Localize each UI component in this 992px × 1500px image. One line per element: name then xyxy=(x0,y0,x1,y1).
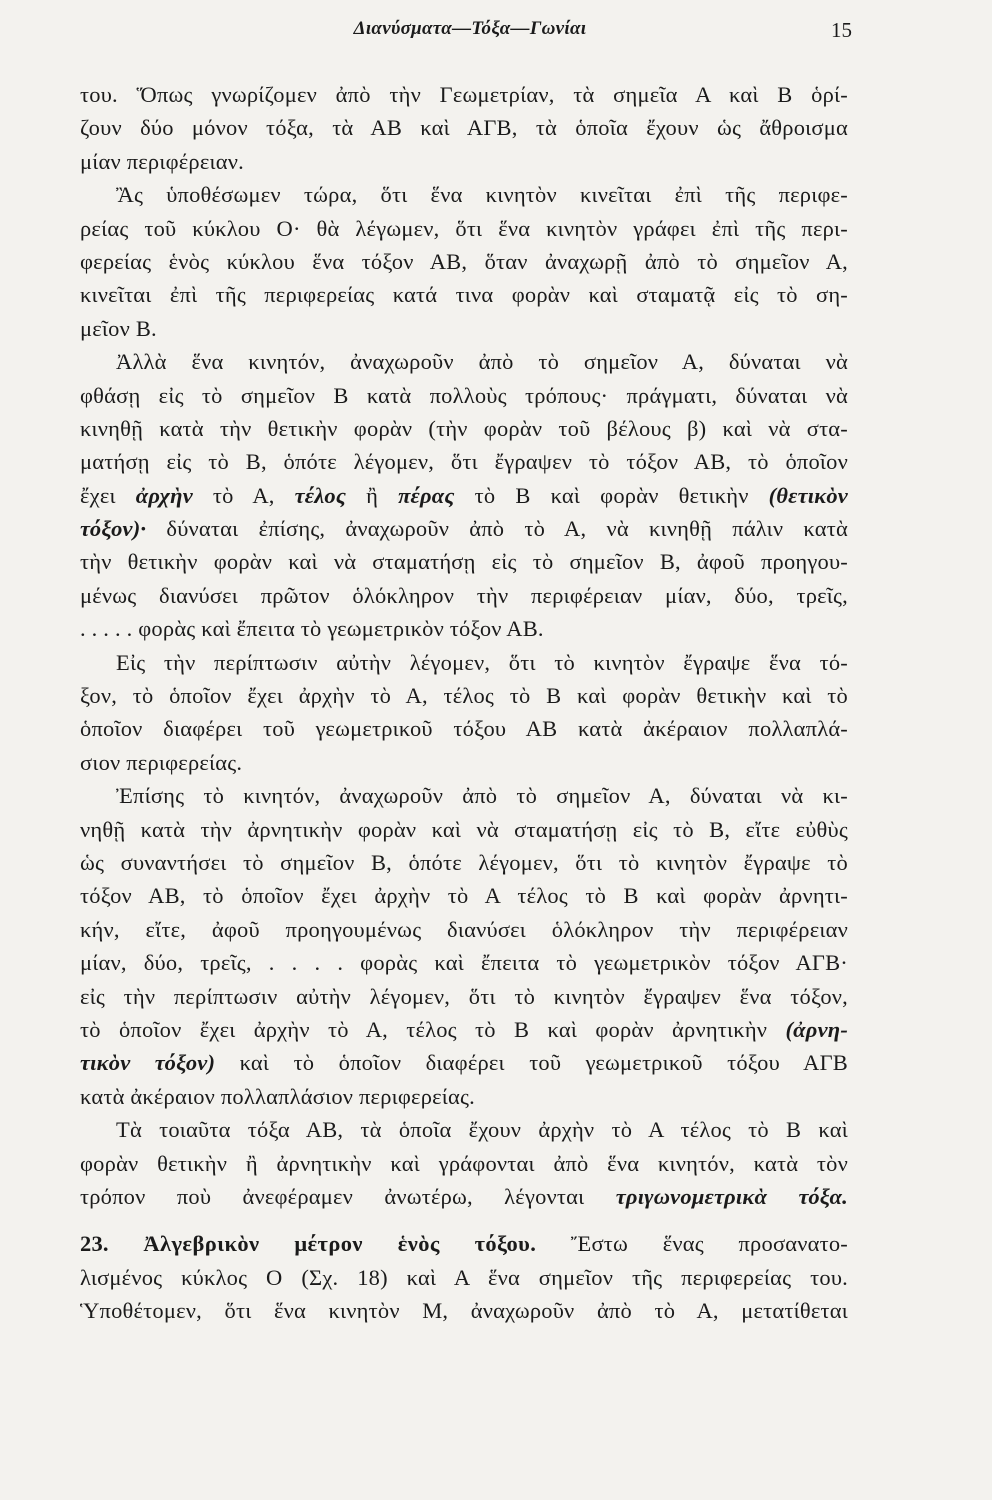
text-line: σιον περιφερείας. xyxy=(80,749,243,775)
text-line: μίαν περιφέρειαν. xyxy=(80,148,244,174)
text-line: κήν, εἴτε, ἀφοῦ προηγουμένως διανύσει ὁλόκληρον τὴν περιφέρειαν xyxy=(80,916,848,942)
text-line: ρείας τοῦ κύκλου Ο· θὰ λέγωμεν, ὅτι ἕνα κινητὸν γράφει ἐπὶ τῆς περι- xyxy=(80,215,848,241)
running-title: Διανύσματα—Τόξα—Γωνίαι xyxy=(353,18,587,39)
emphasized-term: τριγωνομετρικὰ τόξα. xyxy=(615,1183,848,1209)
text-line xyxy=(80,1013,848,1046)
text-line: του. Ὅπως γνωρίζομεν ἀπὸ τὴν Γεωμετρίαν, τὰ σημεῖα Α καὶ Β ὁρί- xyxy=(80,82,848,107)
paragraph xyxy=(80,779,848,1113)
text-line: Εἰς τὴν περίπτωσιν αὐτὴν λέγομεν, ὅτι τὸ κινητὸν ἔγραψε ἕνα τό- xyxy=(116,649,848,675)
text-line: ξον, τὸ ὁποῖον ἔχει ἀρχὴν τὸ Α, τέλος τὸ Β καὶ φορὰν θετικὴν καὶ τὸ xyxy=(80,683,848,709)
paragraph xyxy=(80,345,848,646)
section-number: 23. xyxy=(80,1231,109,1257)
text-run: τρόπον ποὺ ἀνεφέραμεν ἀνωτέρω, λέγονται xyxy=(80,1183,585,1209)
emphasized-term: τικὸν τόξον) xyxy=(80,1050,216,1076)
text-line xyxy=(80,1046,848,1079)
text-line: μεῖον Β. xyxy=(80,315,157,341)
text-line: ματήσῃ εἰς τὸ Β, ὁπότε λέγομεν, ὅτι ἔγραψεν τὸ τόξον ΑΒ, τὸ ὁποῖον xyxy=(80,449,848,475)
emphasized-term: ἀρχὴν xyxy=(135,482,193,508)
text-line: ὁποῖον διαφέρει τοῦ γεωμετρικοῦ τόξου ΑΒ κατὰ ἀκέραιον πολλαπλά- xyxy=(80,716,848,742)
text-line: λισμένος κύκλος Ο (Σχ. 18) καὶ Α ἕνα σημεῖον τῆς περιφερείας του. xyxy=(80,1264,848,1290)
section-23 xyxy=(80,1227,848,1327)
text-line: . . . . . φορὰς καὶ ἔπειτα τὸ γεωμετρικὸν τόξον ΑΒ. xyxy=(80,616,544,642)
text-line: κινεῖται ἐπὶ τῆς περιφερείας κατά τινα φορὰν καὶ σταματᾷ εἰς τὸ ση- xyxy=(80,282,848,308)
paragraph xyxy=(80,1113,848,1213)
text-line: ζουν δύο μόνον τόξα, τὰ ΑΒ καὶ ΑΓΒ, τὰ ὁποῖα ἔχουν ὡς ἄθροισμα xyxy=(80,115,848,141)
section-heading-line xyxy=(80,1227,848,1260)
paragraph xyxy=(80,646,848,780)
text-run: ἢ xyxy=(366,482,379,508)
text-run: Ἔστω ἕνας προσανατο- xyxy=(570,1231,848,1257)
text-line: Τὰ τοιαῦτα τόξα ΑΒ, τὰ ὁποῖα ἔχουν ἀρχὴν τὸ Α τέλος τὸ Β καὶ xyxy=(116,1117,848,1143)
paragraph xyxy=(80,78,848,178)
text-line: φθάσῃ εἰς τὸ σημεῖον Β κατὰ πολλοὺς τρόπους· πράγματι, δύναται νὰ xyxy=(80,382,848,408)
text-line: Ὑποθέτομεν, ὅτι ἕνα κινητὸν Μ, ἀναχωροῦν ἀπὸ τὸ Α, μετατίθεται xyxy=(80,1298,848,1324)
text-run: καὶ τὸ ὁποῖον διαφέρει τοῦ γεωμετρικοῦ τόξου ΑΓΒ xyxy=(239,1050,848,1076)
text-line: τόξον ΑΒ, τὸ ὁποῖον ἔχει ἀρχὴν τὸ Α τέλος τὸ Β καὶ φορὰν ἀρνητι- xyxy=(80,883,848,909)
text-run: τὸ Β καὶ φορὰν θετικὴν xyxy=(474,482,749,508)
text-line: ὡς συναντήσει τὸ σημεῖον Β, ὁπότε λέγομεν, ὅτι τὸ κινητὸν ἔγραψε τὸ xyxy=(80,849,848,875)
text-line xyxy=(80,512,848,545)
emphasized-term: τέλος xyxy=(294,482,347,508)
text-line: νηθῇ κατὰ τὴν ἀρνητικὴν φορὰν καὶ νὰ σταματήσῃ εἰς τὸ Β, εἴτε εὐθὺς xyxy=(80,816,848,842)
page-number: 15 xyxy=(831,18,852,42)
text-line xyxy=(80,479,848,512)
emphasized-term: τόξον)· xyxy=(80,516,147,542)
text-line: Ἐπίσης τὸ κινητόν, ἀναχωροῦν ἀπὸ τὸ σημεῖον Α, δύναται νὰ κι- xyxy=(116,783,848,809)
body-text xyxy=(80,78,848,1327)
emphasized-term: πέρας xyxy=(398,482,455,508)
text-line: Ἀλλὰ ἕνα κινητόν, ἀναχωροῦν ἀπὸ τὸ σημεῖον Α, δύναται νὰ xyxy=(116,349,848,375)
text-line: φορὰν θετικὴν ἢ ἀρνητικὴν καὶ γράφονται ἀπὸ ἕνα κινητόν, κατὰ τὸν xyxy=(80,1150,848,1176)
text-line: εἰς τὴν περίπτωσιν αὐτὴν λέγομεν, ὅτι τὸ κινητὸν ἔγραψεν ἕνα τόξον, xyxy=(80,983,848,1009)
text-line xyxy=(80,1180,848,1213)
text-run: δύναται ἐπίσης, ἀναχωροῦν ἀπὸ τὸ Α, νὰ κινηθῇ πάλιν κατὰ xyxy=(166,516,848,542)
text-line: μένως διανύσει πρῶτον ὁλόκληρον τὴν περιφέρειαν μίαν, δύο, τρεῖς, xyxy=(80,582,848,608)
text-line: μίαν, δύο, τρεῖς, . . . . φορὰς καὶ ἔπειτα τὸ γεωμετρικὸν τόξον ΑΓΒ· xyxy=(80,950,848,976)
text-run: ἔχει xyxy=(80,482,116,508)
paragraph xyxy=(80,178,848,345)
emphasized-term: (θετικὸν xyxy=(768,482,848,508)
text-line: φερείας ἑνὸς κύκλου ἕνα τόξον ΑΒ, ὅταν ἀναχωρῇ ἀπὸ τὸ σημεῖον Α, xyxy=(80,248,848,274)
section-title: Ἀλγεβρικὸν μέτρον ἑνὸς τόξου. xyxy=(143,1231,537,1257)
emphasized-term: (ἀρνη- xyxy=(785,1016,848,1042)
text-line: τὴν θετικὴν φορὰν καὶ νὰ σταματήσῃ εἰς τὸ σημεῖον Β, ἀφοῦ προηγου- xyxy=(80,549,848,575)
text-line: κινηθῇ κατὰ τὴν θετικὴν φορὰν (τὴν φορὰν τοῦ βέλους β) καὶ νὰ στα- xyxy=(80,415,848,441)
text-line: κατὰ ἀκέραιον πολλαπλάσιον περιφερείας. xyxy=(80,1083,475,1109)
text-run: τὸ Α, xyxy=(212,482,275,508)
text-run: τὸ ὁποῖον ἔχει ἀρχὴν τὸ Α, τέλος τὸ Β καὶ φορὰν ἀρνητικὴν xyxy=(80,1016,768,1042)
text-line: Ἂς ὑποθέσωμεν τώρα, ὅτι ἕνα κινητὸν κινεῖται ἐπὶ τῆς περιφε- xyxy=(116,182,848,208)
